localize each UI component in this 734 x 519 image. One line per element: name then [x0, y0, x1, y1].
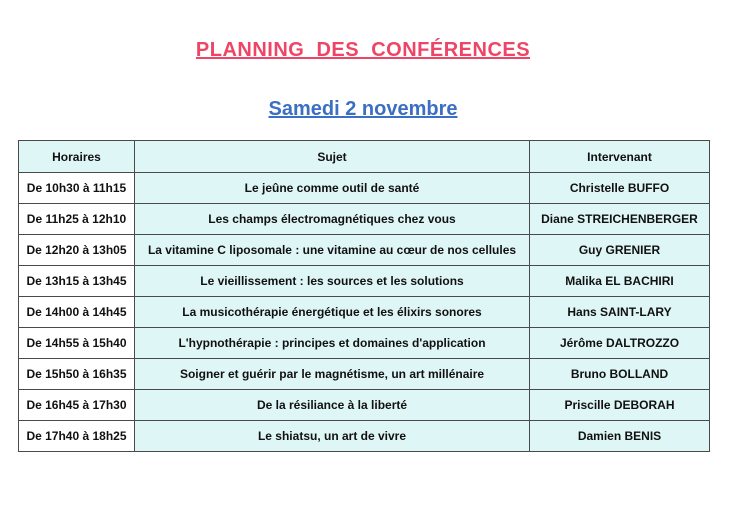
table-row	[19, 390, 710, 421]
header-row	[19, 141, 710, 173]
subject-cell: La vitamine C liposomale : une vitamine au cœur de nos cellules	[135, 235, 530, 266]
page-subtitle: Samedi 2 novembre	[268, 98, 458, 120]
table-row	[19, 235, 710, 266]
table-row	[19, 173, 710, 204]
time-cell: De 15h50 à 16h35	[19, 359, 135, 390]
speaker-cell: Bruno BOLLAND	[530, 359, 710, 390]
column-header-horaires: Horaires	[19, 141, 135, 173]
speaker-cell: Priscille DEBORAH	[530, 390, 710, 421]
subject-cell: Le jeûne comme outil de santé	[135, 173, 530, 204]
speaker-cell: Hans SAINT-LARY	[530, 297, 710, 328]
time-cell: De 16h45 à 17h30	[19, 390, 135, 421]
subject-cell: Le shiatsu, un art de vivre	[135, 421, 530, 452]
time-cell: De 14h55 à 15h40	[19, 328, 135, 359]
time-cell: De 11h25 à 12h10	[19, 204, 135, 235]
speaker-cell: Guy GRENIER	[530, 235, 710, 266]
time-cell: De 12h20 à 13h05	[19, 235, 135, 266]
time-cell: De 13h15 à 13h45	[19, 266, 135, 297]
table-row	[19, 204, 710, 235]
column-header-intervenant: Intervenant	[530, 141, 710, 173]
speaker-cell: Christelle BUFFO	[530, 173, 710, 204]
table-row	[19, 328, 710, 359]
subject-cell: L'hypnothérapie : principes et domaines d'application	[135, 328, 530, 359]
table-row	[19, 297, 710, 328]
schedule-table	[18, 140, 710, 452]
speaker-cell: Jérôme DALTROZZO	[530, 328, 710, 359]
speaker-cell: Diane STREICHENBERGER	[530, 204, 710, 235]
column-header-sujet: Sujet	[135, 141, 530, 173]
table-row	[19, 359, 710, 390]
subject-cell: Le vieillissement : les sources et les solutions	[135, 266, 530, 297]
time-cell: De 14h00 à 14h45	[19, 297, 135, 328]
page-title: PLANNING DES CONFÉRENCES	[195, 39, 531, 61]
subject-cell: Soigner et guérir par le magnétisme, un art millénaire	[135, 359, 530, 390]
speaker-cell: Damien BENIS	[530, 421, 710, 452]
speaker-cell: Malika EL BACHIRI	[530, 266, 710, 297]
time-cell: De 17h40 à 18h25	[19, 421, 135, 452]
time-cell: De 10h30 à 11h15	[19, 173, 135, 204]
subject-cell: Les champs électromagnétiques chez vous	[135, 204, 530, 235]
table-row	[19, 421, 710, 452]
subject-cell: La musicothérapie énergétique et les élixirs sonores	[135, 297, 530, 328]
subject-cell: De la résiliance à la liberté	[135, 390, 530, 421]
table-row	[19, 266, 710, 297]
